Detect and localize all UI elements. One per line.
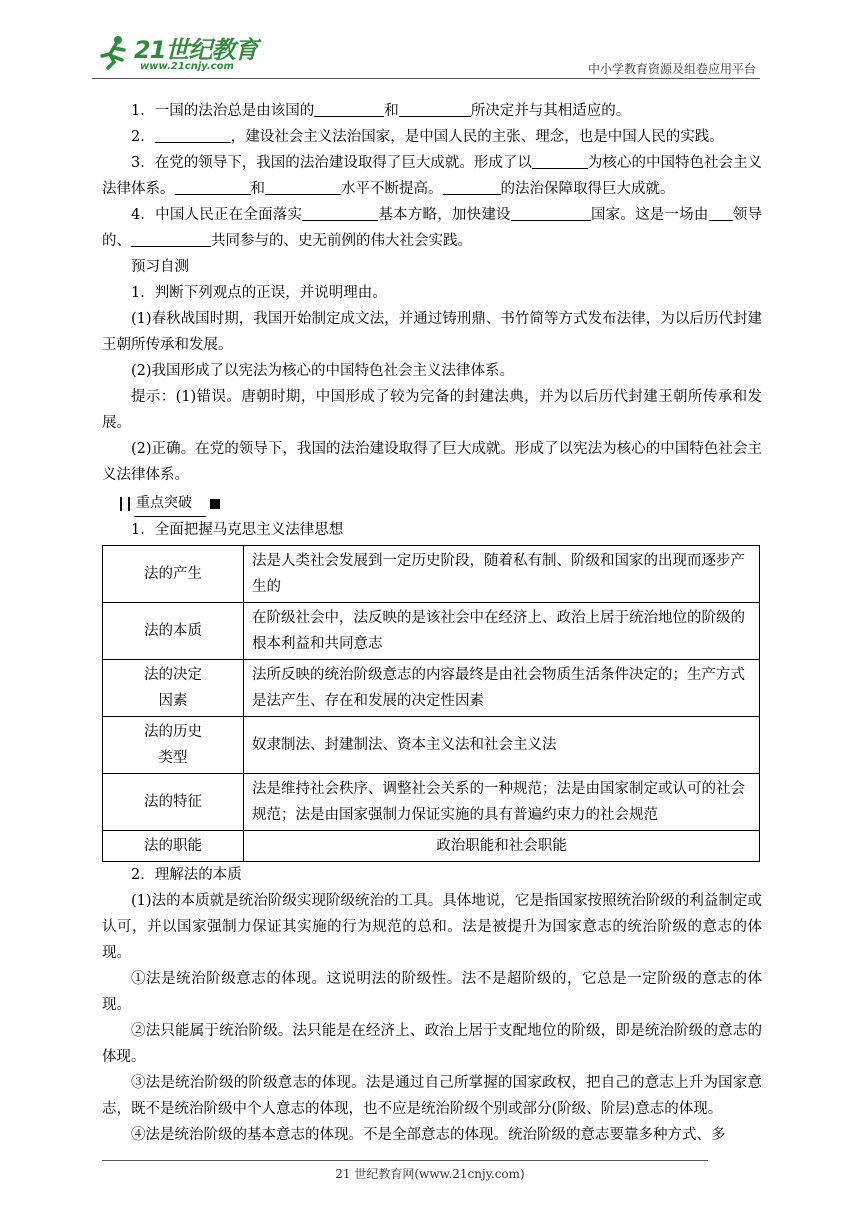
main-content <box>102 98 762 1148</box>
footer-divider <box>102 1160 708 1161</box>
preview-question: 1．判断下列观点的正误，并说明理由。 <box>131 285 387 301</box>
key-section-heading: 重点突破 <box>120 490 762 517</box>
table-row: 法的职能 政治职能和社会职能 <box>103 831 760 862</box>
essence-2: ①法是统治阶级意志的体现。这说明法的阶级性。法不是超阶级的，它总是一定阶级的意志的体现。 <box>102 971 762 1013</box>
essence-5: ④法是统治阶级的基本意志的体现。不是全部意志的体现。统治阶级的意志要靠多种方式、多 <box>131 1127 726 1143</box>
header-platform-text: 中小学教育资源及组卷应用平台 <box>587 62 756 76</box>
square-icon <box>210 499 220 509</box>
page-footer: 21 世纪教育网(www.21cnjy.com) <box>335 1167 525 1181</box>
point-3: 3．在党的领导下，我国的法治建设取得了巨大成就。形成了以 为核心的中国特色社会主义法律体系。 和 水平不断提高。 的法治保障取得巨大成就。 <box>102 150 762 202</box>
header-divider <box>92 78 760 79</box>
essence-3: ②法只能属于统治阶级。法只能是在经济上、政治上居于支配地位的阶级，即是统治阶级的意志的体现。 <box>102 1023 762 1065</box>
logo-url: www.21cnjy.com <box>140 61 234 72</box>
key-topic-2: 2．理解法的本质 <box>131 867 242 883</box>
table-row: 法的产生 法是人类社会发展到一定历史阶段，随着私有制、阶级和国家的出现而逐步产生的 <box>103 546 760 603</box>
answer-2: (2)正确。在党的领导下，我国的法治建设取得了巨大成就。形成了以宪法为核心的中国特色社会主义法律体系。 <box>102 441 762 483</box>
law-thought-table <box>102 545 760 862</box>
logo <box>92 28 262 76</box>
point-2: 2． ，建设社会主义法治国家，是中国人民的主张、理念，也是中国人民的实践。 <box>102 124 762 150</box>
statement-2: (2)我国形成了以宪法为核心的中国特色社会主义法律体系。 <box>131 363 515 379</box>
logo-text: 21世纪教育 <box>134 36 258 64</box>
page-header <box>92 28 760 80</box>
double-bar-icon <box>120 497 130 511</box>
preview-heading: 预习自测 <box>131 259 189 275</box>
point-1: 1．一国的法治总是由该国的 和 所决定并与其相适应的。 <box>102 98 762 124</box>
key-topic-1: 1．全面把握马克思主义法律思想 <box>131 522 344 538</box>
runner-logo-icon <box>96 34 132 70</box>
essence-1: (1)法的本质就是统治阶级实现阶级统治的工具。具体地说，它是指国家按照统治阶级的利益制定或认可，并以国家强制力保证其实施的行为规范的总和。法是被提升为国家意志的统治阶级的意志的体现。 <box>102 893 762 961</box>
essence-4: ③法是统治阶级的阶级意志的体现。法是通过自己所掌握的国家政权，把自己的意志上升为国家意志，既不是统治阶级中个人意志的体现，也不应是统治阶级个别或部分(阶级、阶层)意志的体现。 <box>102 1075 762 1117</box>
answer-1: 提示：(1)错误。唐朝时期，中国形成了较为完备的封建法典，并为以后历代封建王朝所传承和发展。 <box>102 389 762 431</box>
statement-1: (1)春秋战国时期，我国开始制定成文法，并通过铸刑鼎、书竹简等方式发布法律，为以后历代封建王朝所传承和发展。 <box>102 311 762 353</box>
table-row: 法的特征 法是维持社会秩序、调整社会关系的一种规范；法是由国家制定或认可的社会规范；法是由国家强制力保证实施的具有普遍约束力的社会规范 <box>103 774 760 831</box>
table-row: 法的本质 在阶级社会中，法反映的是该社会中在经济上、政治上居于统治地位的阶级的根本利益和共同意志 <box>103 603 760 660</box>
point-4: 4．中国人民正在全面落实 基本方略，加快建设 国家。这是一场由 领导的、 共同参与的、史无前例的伟大社会实践。 <box>102 202 762 254</box>
table-row: 法的历史 类型 奴隶制法、封建制法、资本主义法和社会主义法 <box>103 717 760 774</box>
table-row: 法的决定 因素 法所反映的统治阶级意志的内容最终是由社会物质生活条件决定的；生产方式是法产生、存在和发展的决定性因素 <box>103 660 760 717</box>
